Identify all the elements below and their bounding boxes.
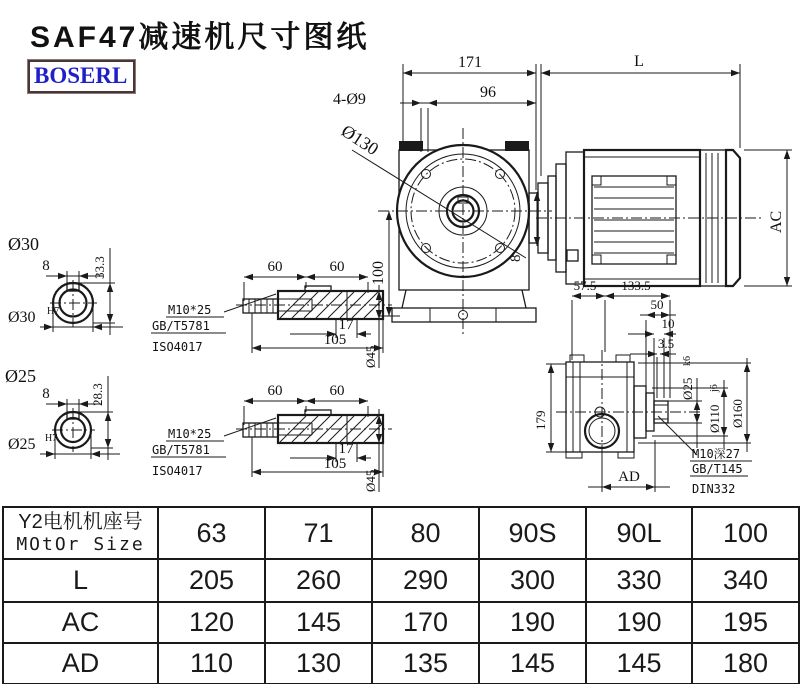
header-cell bbox=[3, 507, 158, 559]
side-view bbox=[533, 278, 752, 496]
dim-d45: Ø45 bbox=[363, 345, 378, 368]
table-cell: 290 bbox=[372, 559, 479, 602]
dim-60b: 60 bbox=[329, 383, 345, 399]
dim-bore-depth: 33.3 bbox=[92, 256, 107, 279]
dim-60b: 60 bbox=[329, 259, 345, 275]
dim-L: L bbox=[634, 53, 644, 70]
dim-key-width: 8 bbox=[42, 258, 50, 274]
bore-tolerance: H7 bbox=[45, 433, 58, 444]
dim-d45: Ø45 bbox=[363, 469, 378, 492]
dim-105: 105 bbox=[323, 456, 347, 472]
table-cell: 145 bbox=[586, 643, 692, 684]
column-header: 100 bbox=[692, 507, 799, 559]
note-thread: M10*25 bbox=[168, 303, 212, 317]
column-header: 80 bbox=[372, 507, 479, 559]
table-header-row bbox=[3, 507, 799, 559]
note-standard-din: DIN332 bbox=[692, 482, 736, 496]
dim-60a: 60 bbox=[267, 383, 283, 399]
dim-179: 179 bbox=[533, 410, 548, 430]
dim-shaft-dia: Ø25 bbox=[680, 377, 695, 400]
dim-60a: 60 bbox=[267, 259, 283, 275]
dim-17: 17 bbox=[338, 317, 354, 333]
dim-105: 105 bbox=[323, 332, 347, 348]
row-label: AC bbox=[3, 602, 158, 643]
table-cell: 145 bbox=[265, 602, 372, 643]
dim-96: 96 bbox=[480, 84, 496, 101]
front-view bbox=[333, 53, 792, 334]
dim-AC: AC bbox=[768, 210, 785, 233]
dim-1335: 133.5 bbox=[621, 278, 651, 293]
dim-spigot-dia: Ø110 bbox=[707, 404, 722, 433]
label-bolt-holes: 4-Ø9 bbox=[333, 91, 366, 108]
bore-tolerance: H7 bbox=[47, 306, 60, 317]
bore-label: Ø25 bbox=[8, 436, 36, 453]
shaft-section-30 bbox=[8, 234, 123, 335]
table-cell: 130 bbox=[265, 643, 372, 684]
shaft-detail-top bbox=[151, 259, 392, 368]
table-cell: 205 bbox=[158, 559, 265, 602]
page-title: SAF47减速机尺寸图纸 bbox=[30, 21, 370, 54]
table-cell: 330 bbox=[586, 559, 692, 602]
table-cell: 170 bbox=[372, 602, 479, 643]
header-cn: Y2电机机座号 bbox=[18, 510, 143, 533]
table-cell: 110 bbox=[158, 643, 265, 684]
table-row bbox=[3, 559, 799, 602]
section-label: Ø25 bbox=[5, 366, 36, 386]
note-standard-iso: ISO4017 bbox=[152, 464, 203, 478]
column-header: 90S bbox=[479, 507, 586, 559]
table-cell: 195 bbox=[692, 602, 799, 643]
table-cell: 135 bbox=[372, 643, 479, 684]
dim-8-flange: 8 bbox=[508, 254, 524, 262]
dim-50: 50 bbox=[650, 297, 664, 312]
dim-100: 100 bbox=[370, 261, 387, 285]
shaft-detail-bottom bbox=[151, 383, 392, 492]
table-cell: 190 bbox=[479, 602, 586, 643]
dim-key-width: 8 bbox=[42, 386, 50, 402]
dim-10: 10 bbox=[661, 316, 675, 331]
table-cell: 180 bbox=[692, 643, 799, 684]
dim-575: 57.5 bbox=[573, 278, 597, 293]
dim-bore-depth: 28.3 bbox=[90, 383, 105, 406]
note-standard-iso: ISO4017 bbox=[152, 340, 203, 354]
label-flange-dia: Ø130 bbox=[337, 120, 383, 160]
dim-17: 17 bbox=[338, 441, 354, 457]
note-standard-gb: GB/T145 bbox=[692, 462, 743, 476]
dim-AD: AD bbox=[618, 469, 640, 485]
spigot-tolerance: j6 bbox=[709, 384, 720, 392]
note-thread: M10*25 bbox=[168, 427, 212, 441]
shaft-tolerance: k6 bbox=[682, 356, 693, 366]
table-cell: 260 bbox=[265, 559, 372, 602]
dim-171: 171 bbox=[458, 54, 482, 71]
motor-size-table bbox=[2, 506, 800, 684]
table-cell: 300 bbox=[479, 559, 586, 602]
row-label: AD bbox=[3, 643, 158, 684]
section-label: Ø30 bbox=[8, 234, 39, 254]
note-standard-gb: GB/T5781 bbox=[152, 443, 210, 457]
note-tap: M10深27 bbox=[692, 447, 741, 461]
table-cell: 120 bbox=[158, 602, 265, 643]
table-cell: 145 bbox=[479, 643, 586, 684]
column-header: 90L bbox=[586, 507, 692, 559]
table-cell: 190 bbox=[586, 602, 692, 643]
column-header: 71 bbox=[265, 507, 372, 559]
table-row bbox=[3, 643, 799, 684]
table-row bbox=[3, 602, 799, 643]
header-en: MOtOr Size bbox=[16, 533, 145, 555]
dim-flange-dia: Ø160 bbox=[730, 399, 745, 428]
table-cell: 340 bbox=[692, 559, 799, 602]
row-label: L bbox=[3, 559, 158, 602]
bore-label: Ø30 bbox=[8, 309, 36, 326]
dim-35: 3.5 bbox=[657, 336, 675, 351]
column-header: 63 bbox=[158, 507, 265, 559]
brand-logo: BOSERL bbox=[28, 60, 135, 93]
note-standard-gb: GB/T5781 bbox=[152, 319, 210, 333]
shaft-section-25 bbox=[5, 366, 120, 460]
